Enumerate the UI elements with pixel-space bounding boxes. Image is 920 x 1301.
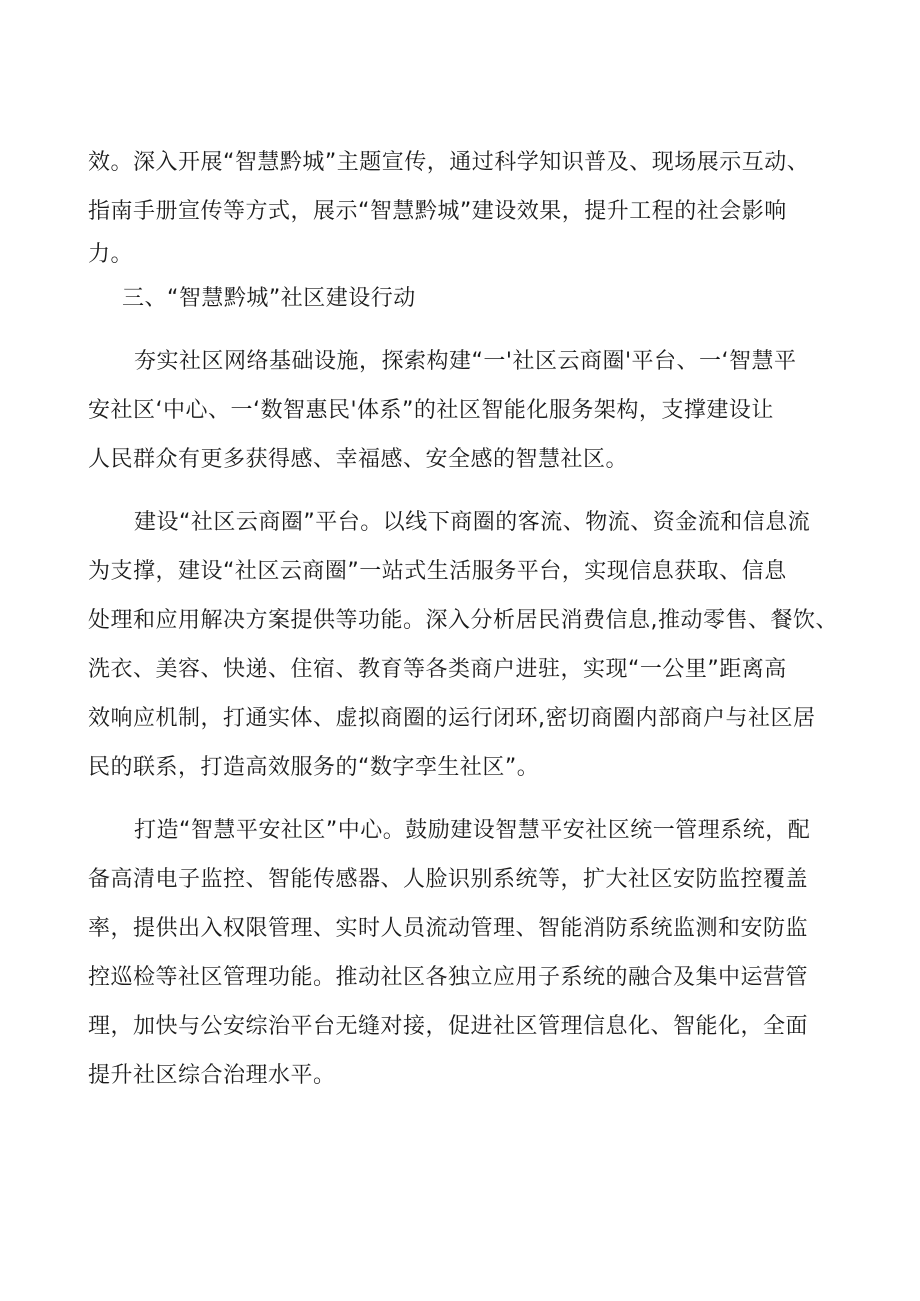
spacer <box>88 484 848 498</box>
document-body <box>88 138 848 1100</box>
text-line: 洗衣、美容、快递、住宿、教育等各类商户进驻，实现“一公里”距离高 <box>88 657 787 682</box>
text-line: 率，提供出入权限管理、实时人员流动管理、智能消防系统监测和安防监 <box>88 916 809 941</box>
text-line: 控巡检等社区管理功能。推动社区各独立应用子系统的融合及集中运营管 <box>88 965 809 990</box>
text-line: 效。深入开展“智慧黔城”主题宣传，通过科学知识普及、现场展示互动、 <box>88 150 810 175</box>
text-line: 处理和应用解决方案提供等功能。深入分析居民消费信息,推动零售、餐饮、 <box>88 608 838 633</box>
text-line: 提升社区综合治理水平。 <box>88 1063 336 1088</box>
section-heading: 三、“智慧黔城”社区建设行动 <box>122 286 416 311</box>
paragraph-3 <box>88 498 848 792</box>
text-line: 理，加快与公安综治平台无缝对接，促进社区管理信息化、智能化，全面 <box>88 1014 809 1039</box>
text-line: 力。 <box>88 242 134 267</box>
paragraph-1 <box>88 138 848 274</box>
paragraph-4 <box>88 806 848 1100</box>
text-line: 夯实社区网络基础设施，探索构建“一'社区云商圈'平台、一‘智慧平 <box>134 349 797 374</box>
spacer <box>88 792 848 806</box>
text-line: 打造“智慧平安社区”中心。鼓励建设智慧平安社区统一管理系统，配 <box>134 818 811 843</box>
text-line: 备高清电子监控、智能传感器、人脸识别系统等，扩大社区安防监控覆盖 <box>88 867 809 892</box>
spacer <box>88 323 848 337</box>
text-line: 民的联系，打造高效服务的“数字孪生社区”。 <box>88 755 540 780</box>
text-line: 效响应机制，打通实体、虚拟商圈的运行闭环,密切商圈内部商户与社区居 <box>88 706 816 731</box>
paragraph-2 <box>88 337 848 484</box>
text-line: 人民群众有更多获得感、幸福感、安全感的智慧社区。 <box>88 447 629 472</box>
text-line: 指南手册宣传等方式，展示“智慧黔城”建设效果，提升工程的社会影响 <box>88 199 787 224</box>
text-line: 建设“社区云商圈”平台。以线下商圈的客流、物流、资金流和信息流 <box>134 510 811 535</box>
text-line: 安社区‘中心、一‘数智惠民'体系”的社区智能化服务架构，支撑建设让 <box>88 398 774 423</box>
text-line: 为支撑，建设“社区云商圈”一站式生活服务平台，实现信息获取、信息 <box>88 559 787 584</box>
